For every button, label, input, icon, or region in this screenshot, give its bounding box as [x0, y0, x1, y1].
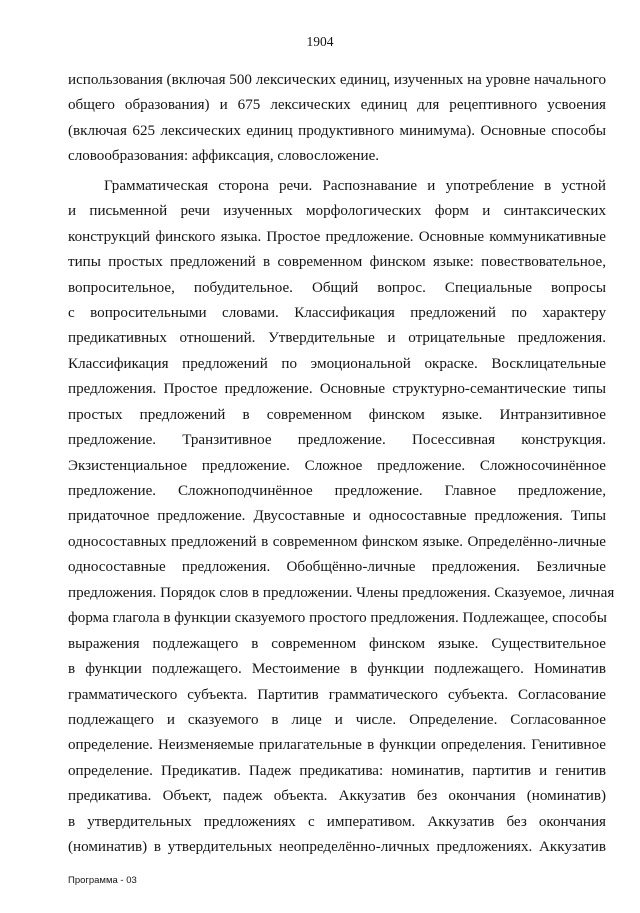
text-line: (номинатив) в утвердительных неопределённо-личных предложениях. Аккузатив: [68, 839, 606, 856]
text-line: (включая 625 лексических единиц продуктивного минимума). Основные способы: [68, 122, 606, 139]
text-line: подлежащего и сказуемого в лице и числе. Определение. Согласованное: [68, 711, 606, 728]
text-line: предложение. Сложноподчинённое предложение. Главное предложение,: [68, 483, 606, 499]
text-line: конструкций финского языка. Простое предложение. Основные коммуникативные: [68, 228, 606, 245]
text-line: использования (включая 500 лексических единиц, изученных на уровне начального: [68, 72, 606, 88]
text-line: грамматического субъекта. Партитив грамматического субъекта. Согласование: [68, 686, 606, 703]
text-line: Классификация предложений по эмоциональной окраске. Восклицательные: [68, 355, 606, 372]
text-line: предложение. Транзитивное предложение. Посессивная конструкция.: [68, 432, 606, 449]
text-line: предложения. Порядок слов в предложении. Члены предложения. Сказуемое, личная: [68, 584, 615, 601]
text-line: вопросительное, побудительное. Общий вопрос. Специальные вопросы: [68, 279, 606, 296]
text-line: с вопросительными словами. Классификация предложений по характеру: [68, 304, 606, 321]
text-line: простых предложений в современном финском языке. Интранзитивное: [68, 406, 606, 423]
text-line: форма глагола в функции сказуемого простого предложения. Подлежащее, способы: [68, 610, 607, 627]
text-line: и письменной речи изученных морфологических форм и синтаксических: [68, 203, 606, 220]
text-line: придаточное предложение. Двусоставные и односоставные предложения. Типы: [68, 508, 606, 525]
paragraph-grammar: [68, 174, 615, 861]
text-line: односоставные предложения. Обобщённо-личные предложения. Безличные: [68, 559, 606, 576]
page-number: 1904: [306, 34, 334, 49]
text-line: предикативных отношений. Утвердительные и отрицательные предложения.: [68, 330, 606, 347]
text-line: односоставных предложений в современном финском языке. Определённо-личные: [68, 533, 606, 550]
text-line: определение. Предикатив. Падеж предикатива: номинатив, партитив и генитив: [68, 762, 606, 779]
body-text: [68, 68, 615, 861]
text-line: определение. Неизменяемые прилагательные в функции определения. Генитивное: [68, 737, 606, 754]
text-line: Экзистенциальное предложение. Сложное предложение. Сложносочинённое: [68, 457, 606, 474]
text-line: общего образования) и 675 лексических единиц для рецептивного усвоения: [68, 97, 606, 114]
text-line: в утвердительных предложениях с императивом. Аккузатив без окончания: [68, 813, 606, 830]
text-line: предложения. Простое предложение. Основные структурно-семантические типы: [68, 381, 606, 398]
text-line: в функции подлежащего. Местоимение в функции подлежащего. Номинатив: [68, 661, 606, 678]
text-line: словообразования: аффиксация, словосложение.: [68, 148, 380, 165]
text-line: предикатива. Объект, падеж объекта. Аккузатив без окончания (номинатив): [68, 788, 606, 805]
paragraph-vocabulary: [68, 68, 606, 170]
text-line: типы простых предложений в современном финском языке: повествовательное,: [68, 254, 606, 271]
text-line: Грамматическая сторона речи. Распознавание и употребление в устной: [104, 177, 606, 194]
footer-program-label: Программа - 03: [68, 875, 137, 886]
text-line: выражения подлежащего в современном финском языке. Существительное: [68, 635, 606, 652]
